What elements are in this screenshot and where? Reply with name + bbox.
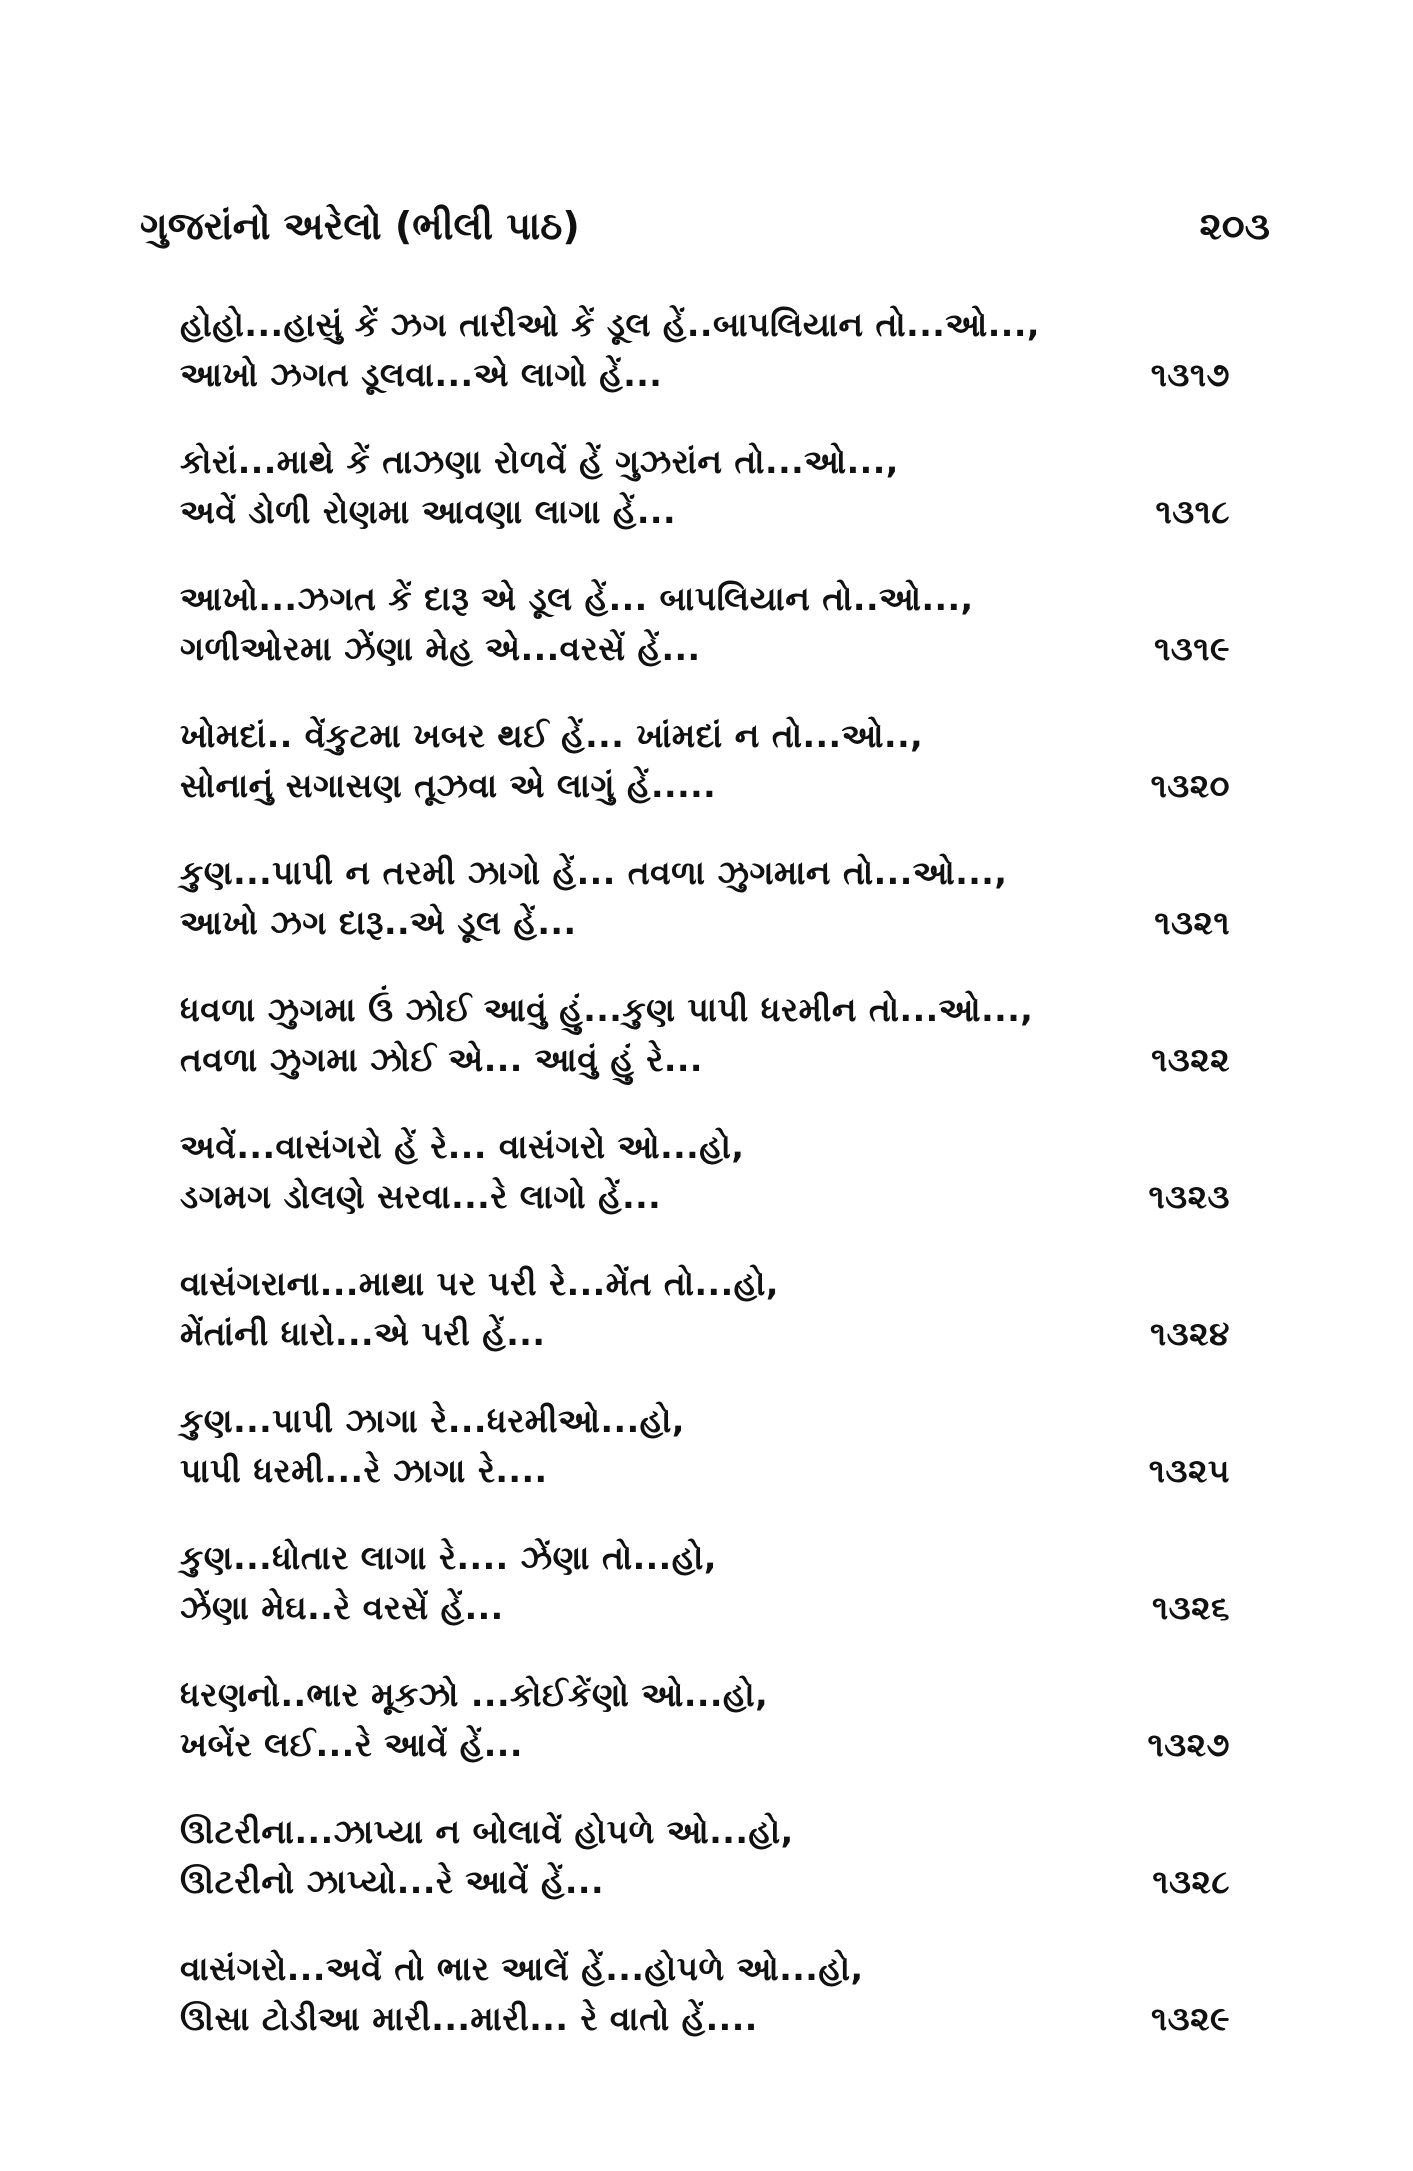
verse-number: ૧૩૨૪: [1150, 1314, 1230, 1353]
verse-line-first: કુણ...ધોતાર લાગા રે.... ઝેંણા તો...હો,: [180, 1538, 717, 1577]
verse-line-second-row: [180, 1309, 1230, 1359]
verse-line-second: ઝેંણા મેઘ..રે વરસેં હેં...: [180, 1588, 504, 1627]
verse-stanza: [180, 1396, 1230, 1533]
verse-line-second-row: [180, 1446, 1230, 1496]
verse-number: ૧૩૨૭: [1147, 1725, 1230, 1764]
verse-list: [180, 300, 1230, 2081]
verse-line-second-row: [180, 1035, 1230, 1085]
verse-line-first: વાસંગરો...અવેં તો ભાર આલેં હેં...હોપળે ઓ...હો,: [180, 1949, 864, 1988]
verse-line-second: મેંતાંની ધારો...એ પરી હેં...: [180, 1314, 546, 1353]
page-number: ૨૦૩: [1199, 203, 1270, 248]
verse-number: ૧૩૨૩: [1148, 1177, 1230, 1216]
verse-line-second: તવળા ઝુગમા ઝોઈ એ... આવું હું રે...: [180, 1040, 703, 1079]
verse-line-second: સોનાનું સગાસણ તૂઝવા એ લાગું હેં.....: [180, 766, 717, 805]
verse-number: ૧૩૨૯: [1150, 1999, 1230, 2038]
verse-number: ૧૩૨૨: [1151, 1040, 1230, 1079]
verse-line-first: કુણ...પાપી ઝાગા રે...ધરમીઓ...હો,: [180, 1401, 685, 1440]
verse-stanza: [180, 1259, 1230, 1396]
verse-line-second-row: [180, 624, 1230, 674]
verse-line-first: કોરાં...માથે કેં તાઝણા રોળવેં હેં ગુઝરાંન તો...ઓ...,: [180, 442, 899, 481]
verse-line-first: અવેં...વાસંગરો હેં રે... વાસંગરો ઓ...હો,: [180, 1127, 745, 1166]
verse-line-second-row: [180, 898, 1230, 948]
verse-line-second: ખબેંર લઈ...રે આવેં હેં...: [180, 1725, 523, 1764]
verse-line-first: ધરણનો..ભાર મૂકઝો ...કોઈકેંણો ઓ...હો,: [180, 1675, 769, 1714]
verse-line-second: ડગમગ ડોલણે સરવા...રે લાગો હેં...: [180, 1177, 662, 1216]
verse-line-second: ગળીઓરમા ઝેંણા મેહ એ...વરસેં હેં...: [180, 629, 701, 668]
verse-stanza: [180, 711, 1230, 848]
verse-number: ૧૩૨૦: [1150, 766, 1230, 805]
verse-stanza: [180, 300, 1230, 437]
verse-line-first: વાસંગરાના...માથા પર પરી રે...મેંત તો...હો,: [180, 1264, 779, 1303]
running-head: [140, 196, 1270, 256]
verse-stanza: [180, 1944, 1230, 2081]
verse-line-second: ઊટરીનો ઝાપ્યો...રે આવેં હેં...: [180, 1862, 605, 1901]
verse-stanza: [180, 1807, 1230, 1944]
verse-stanza: [180, 848, 1230, 985]
verse-line-second-row: [180, 1994, 1230, 2044]
verse-number: ૧૩૧૯: [1154, 629, 1230, 668]
verse-line-first: ખોમદાં.. વેંકુટમા ખબર થઈ હેં... ખાંમદાં ન તો...ઓ..,: [180, 716, 924, 755]
verse-stanza: [180, 437, 1230, 574]
verse-line-second-row: [180, 1857, 1230, 1907]
verse-line-second: અવેં ડોળી રોણમા આવણા લાગા હેં...: [180, 492, 677, 531]
verse-number: ૧૩૨૮: [1152, 1862, 1230, 1901]
verse-number: ૧૩૨૫: [1148, 1451, 1230, 1490]
verse-line-first: કુણ...પાપી ન તરમી ઝાગો હેં... તવળા ઝુગમાન તો...ઓ...,: [180, 853, 1008, 892]
verse-number: ૧૩૨૬: [1152, 1588, 1230, 1627]
verse-stanza: [180, 1122, 1230, 1259]
verse-line-second: પાપી ધરમી...રે ઝાગા રે....: [180, 1451, 548, 1490]
verse-stanza: [180, 1670, 1230, 1807]
verse-stanza: [180, 1533, 1230, 1670]
verse-line-first: ઊટરીના...ઝાપ્યા ન બોલાવેં હોપળે ઓ...હો,: [180, 1812, 794, 1851]
verse-number: ૧૩૧૮: [1155, 492, 1230, 531]
verse-number: ૧૩૧૭: [1150, 355, 1230, 394]
verse-line-second-row: [180, 1583, 1230, 1633]
verse-line-second: આખો ઝગ દારૂ..એ ડૂલ હેં...: [180, 903, 577, 942]
verse-line-first: હોહો...હાસું કેં ઝગ તારીઓ કેં ડૂલ હેં..બાપલિયાન તો...ઓ...,: [180, 305, 1040, 344]
verse-line-second-row: [180, 1720, 1230, 1770]
verse-line-first: ધવળા ઝુગમા ઉં ઝોઈ આવું હું...કુણ પાપી ધરમીન તો...ઓ...,: [180, 990, 1034, 1029]
verse-line-second-row: [180, 761, 1230, 811]
verse-line-second-row: [180, 350, 1230, 400]
verse-line-first: આખો...ઝગત કેં દારૂ એ ડૂલ હેં... બાપલિયાન તો..ઓ...,: [180, 579, 974, 618]
verse-line-second: ઊસા ટોડીઆ મારી...મારી... રે વાતો હેં....: [180, 1999, 758, 2038]
verse-line-second-row: [180, 1172, 1230, 1222]
running-title: ગુજરાંનો અરેલો (ભીલી પાઠ): [140, 203, 580, 248]
verse-stanza: [180, 574, 1230, 711]
verse-stanza: [180, 985, 1230, 1122]
verse-line-second-row: [180, 487, 1230, 537]
verse-number: ૧૩૨૧: [1154, 903, 1230, 942]
verse-line-second: આખો ઝગત ડૂલવા...એ લાગો હેં...: [180, 355, 663, 394]
